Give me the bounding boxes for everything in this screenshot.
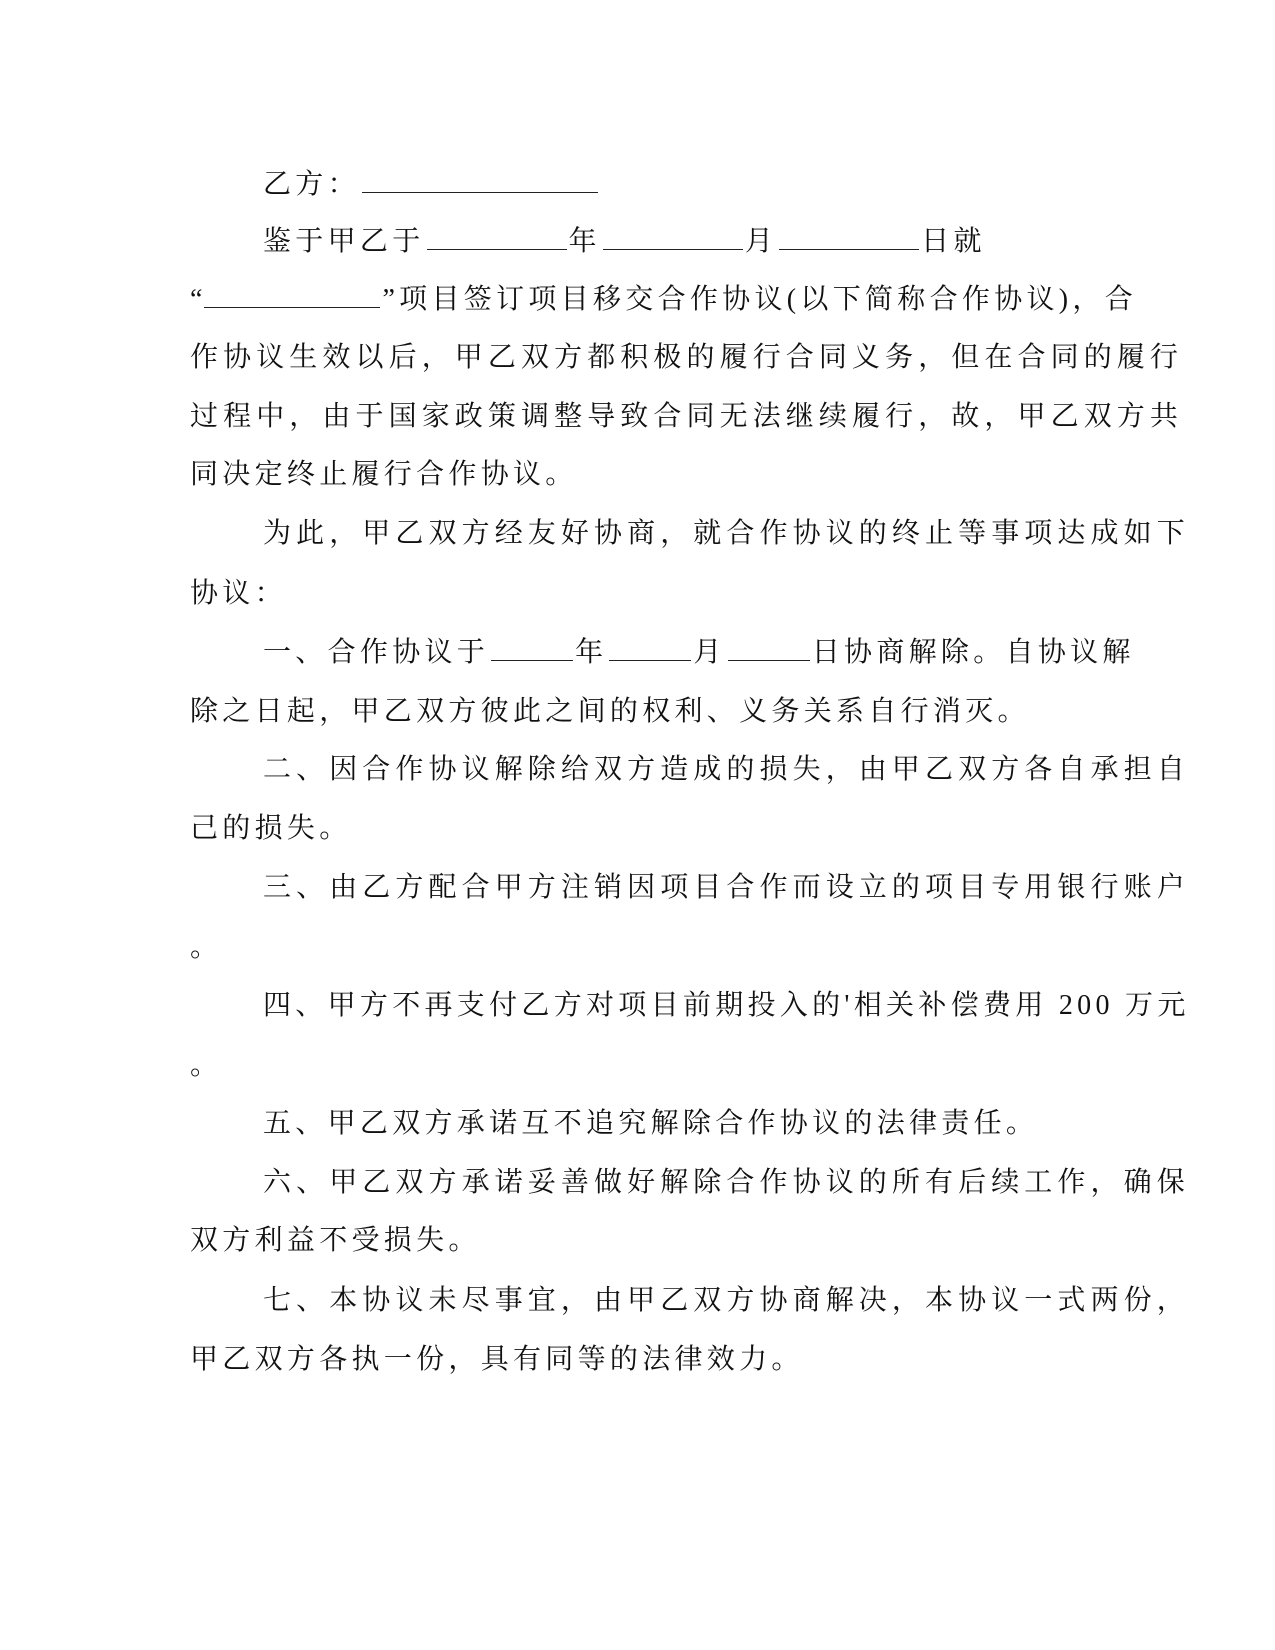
- clause-4-line-2: 。: [190, 1050, 223, 1081]
- open-quote: “: [190, 284, 203, 315]
- clause-4-line-1: 四、甲方不再支付乙方对项目前期投入的'相关补偿费用 200 万元: [263, 990, 1190, 1021]
- preamble-line-5: 同决定终止履行合作协议。: [190, 459, 578, 490]
- party-b-blank: [362, 166, 598, 193]
- month-blank: [609, 634, 691, 661]
- party-b-line: [263, 165, 600, 205]
- clause-3-line-1: 三、由乙方配合甲方注销因项目合作而设立的项目专用银行账户: [263, 872, 1190, 903]
- preamble-line-4: 过程中，由于国家政策调整导致合同无法继续履行，故，甲乙双方共: [190, 401, 1184, 432]
- clause-1-line-1: [263, 633, 1135, 673]
- clause-text: 一、合作协议于: [263, 637, 490, 668]
- project-name-blank: [204, 281, 380, 308]
- year-blank: [427, 223, 567, 250]
- month-label: 月: [693, 637, 726, 668]
- preamble-line-2: [190, 280, 1137, 320]
- month-blank: [603, 223, 743, 250]
- day-blank: [728, 634, 810, 661]
- clause-2-line-2: 己的损失。: [190, 813, 352, 844]
- preamble-text: 鉴于甲乙于: [263, 226, 425, 257]
- month-label: 月: [744, 226, 778, 257]
- preamble-line-3: 作协议生效以后，甲乙双方都积极的履行合同义务，但在合同的履行: [190, 342, 1184, 373]
- clause-7-line-1: 七、本协议未尽事宜，由甲乙双方协商解决，本协议一式两份，: [263, 1285, 1190, 1316]
- intro-line-1: 为此，甲乙双方经友好协商，就合作协议的终止等事项达成如下: [263, 518, 1190, 549]
- year-blank: [491, 634, 573, 661]
- clause-3-line-2: 。: [190, 932, 223, 963]
- clause-2-line-1: 二、因合作协议解除给双方造成的损失，由甲乙双方各自承担自: [263, 754, 1190, 785]
- year-label: 年: [575, 637, 608, 668]
- clause-1-line-2: 除之日起，甲乙双方彼此之间的权利、义务关系自行消灭。: [190, 696, 1030, 727]
- clause-5-line-1: 五、甲乙双方承诺互不追究解除合作协议的法律责任。: [263, 1108, 1039, 1139]
- intro-line-2: 协议：: [190, 578, 287, 609]
- day-label: 日就: [921, 226, 986, 257]
- clause-6-line-1: 六、甲乙双方承诺妥善做好解除合作协议的所有后续工作，确保: [263, 1167, 1190, 1198]
- day-blank: [779, 223, 919, 250]
- preamble-text: ”项目签订项目移交合作协议(以下简称合作协议)，合: [382, 284, 1138, 315]
- party-b-label: 乙方：: [263, 169, 360, 200]
- clause-7-line-2: 甲乙双方各执一份，具有同等的法律效力。: [190, 1344, 804, 1375]
- preamble-line-1: [263, 222, 986, 262]
- year-label: 年: [568, 226, 601, 257]
- clause-text: 日协商解除。自协议解: [811, 637, 1135, 668]
- clause-6-line-2: 双方利益不受损失。: [190, 1225, 481, 1256]
